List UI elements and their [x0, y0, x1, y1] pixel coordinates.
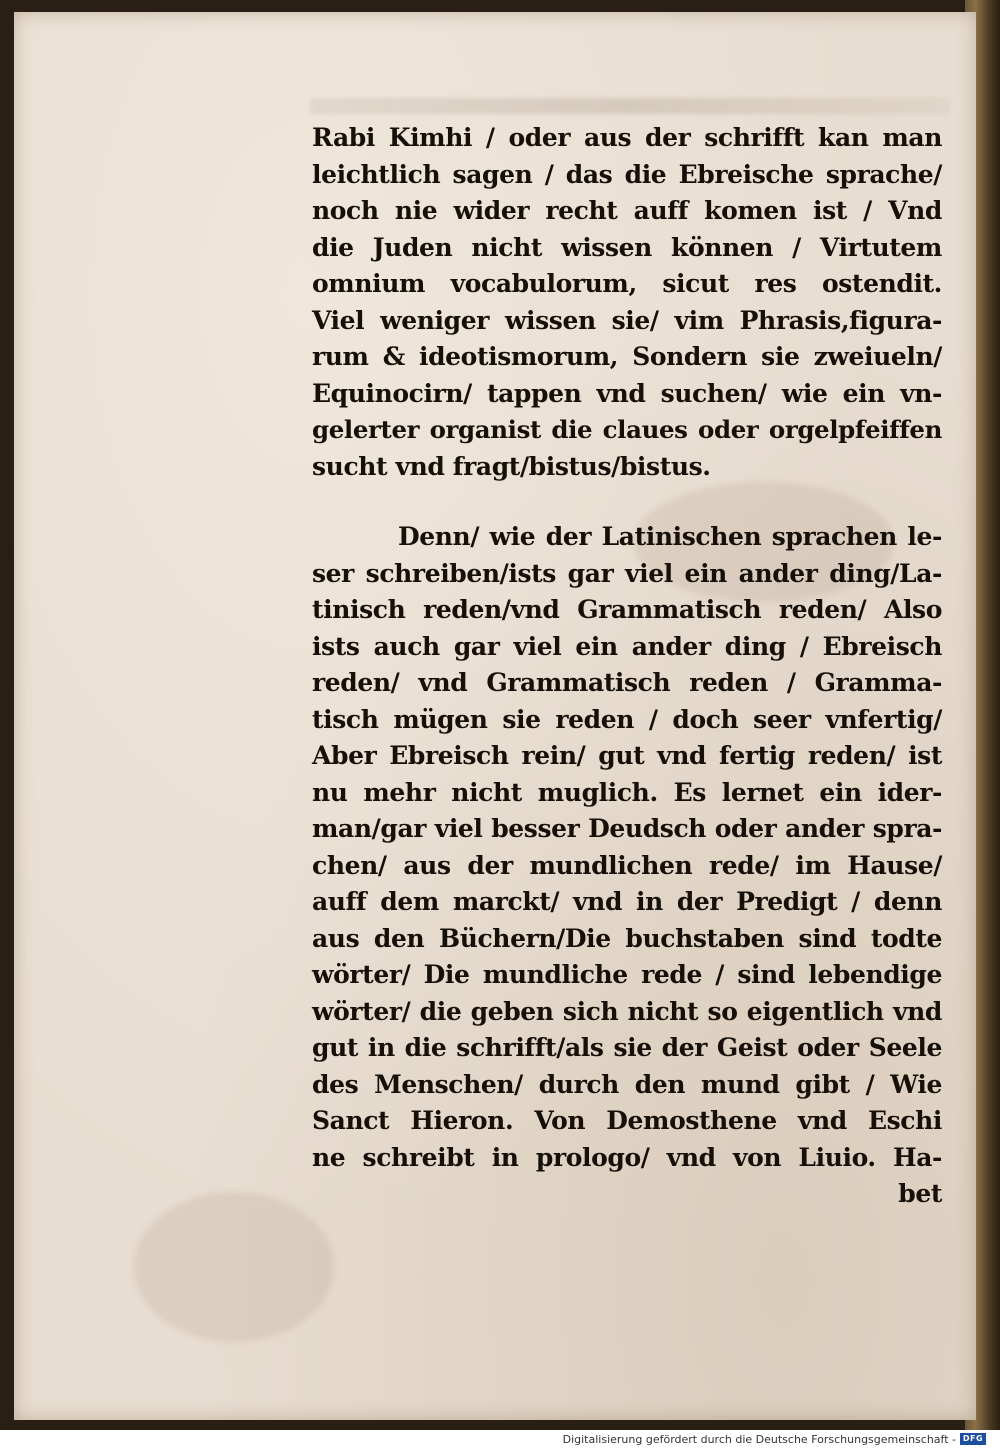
dfg-logo: DFG — [960, 1433, 986, 1445]
text-line: Sanct Hieron. Von Demosthene vnd Eschi — [312, 1106, 942, 1135]
text-line: noch nie wider recht auff komen ist / Vnd — [312, 196, 942, 225]
text-line: Rabi Kimhi / oder aus der schrifft kan man — [312, 123, 942, 152]
paragraph-2 — [312, 519, 942, 1213]
text-line: rum & ideotismorum, Sondern sie zweiueln/ — [312, 342, 942, 371]
text-line: wörter/ die geben sich nicht so eigentlich vnd — [312, 996, 942, 1026]
text-line: gut in die schrifft/als sie der Geist oder Seele — [312, 1033, 942, 1062]
text-line: des Menschen/ durch den mund gibt / Wie — [312, 1069, 942, 1099]
text-line: ne schreibt in prologo/ vnd von Liuio. Ha- — [312, 1142, 942, 1172]
page-text — [312, 120, 942, 1213]
text-line: omnium vocabulorum, sicut res ostendit. — [312, 269, 942, 298]
text-line: gelerter organist die claues oder orgelpfeiffen — [312, 415, 942, 444]
funding-credit: Digitalisierung gefördert durch die Deutsche Forschungsgemeinschaft - — [562, 1433, 956, 1446]
text-line: auff dem marckt/ vnd in der Predigt / denn — [312, 887, 942, 916]
text-line: ists auch gar viel ein ander ding / Ebreisch — [312, 631, 942, 661]
paper-stain — [134, 1192, 334, 1342]
footer-bar — [0, 1430, 1000, 1449]
text-line: wörter/ Die mundliche rede / sind lebendige — [312, 960, 942, 989]
text-line: ser schreiben/ists gar viel ein ander ding/La- — [312, 558, 942, 588]
text-line: Viel weniger wissen sie/ vim Phrasis,figura- — [312, 305, 942, 335]
text-line: Aber Ebreisch rein/ gut vnd fertig reden/ ist — [312, 741, 942, 770]
text-line: die Juden nicht wissen können / Virtutem — [312, 232, 942, 262]
show-through-text — [310, 98, 950, 114]
text-line: Denn/ wie der Latinischen sprachen le- — [398, 522, 942, 551]
text-line: leichtlich sagen / das die Ebreische sprache/ — [312, 159, 942, 189]
text-line: aus den Büchern/Die buchstaben sind todte — [312, 923, 942, 953]
text-line: sucht vnd fragt/bistus/bistus. — [312, 451, 711, 481]
text-line: reden/ vnd Grammatisch reden / Gramma- — [312, 668, 942, 697]
text-line: man/gar viel besser Deudsch oder ander spra- — [312, 814, 942, 843]
text-line: tisch mügen sie reden / doch seer vnfertig/ — [312, 704, 942, 734]
catchword: bet — [898, 1179, 942, 1208]
paragraph-1 — [312, 120, 942, 485]
text-line: tinisch reden/vnd Grammatisch reden/ Also — [312, 595, 942, 624]
text-line: nu mehr nicht muglich. Es lernet ein ider- — [312, 777, 942, 807]
text-line: Equinocirn/ tappen vnd suchen/ wie ein vn- — [312, 378, 942, 408]
text-line: chen/ aus der mundlichen rede/ im Hause/ — [312, 850, 942, 880]
